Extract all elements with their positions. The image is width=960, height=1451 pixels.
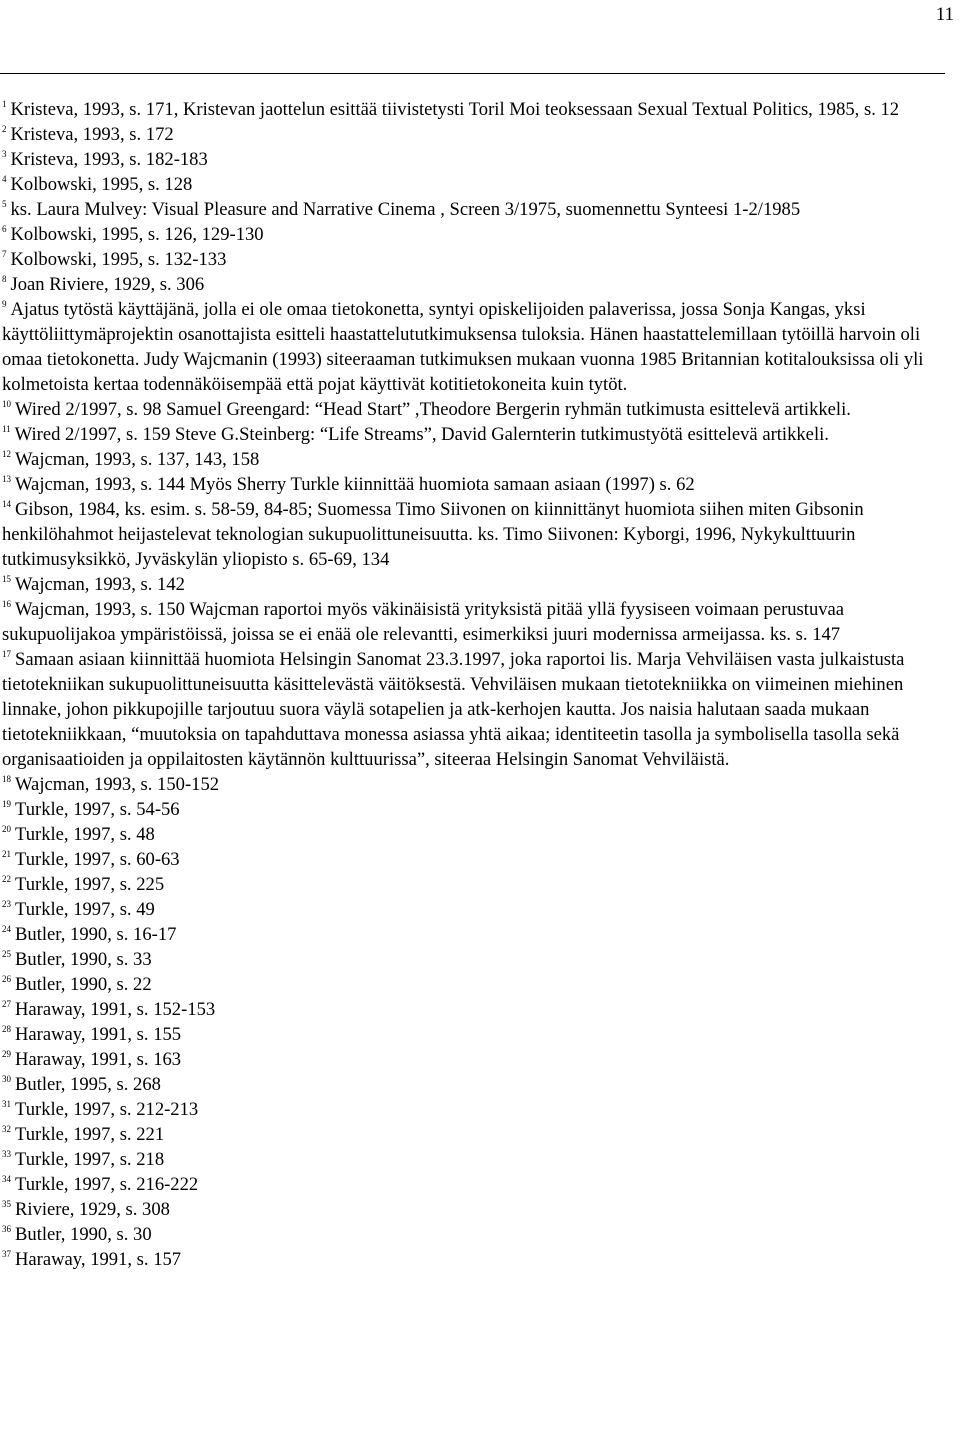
footnote-5 [2, 197, 948, 222]
footnote-text: Butler, 1990, s. 33 [15, 949, 152, 970]
footnote-3 [2, 147, 948, 172]
footnote-28 [2, 1022, 948, 1047]
footnote-number: 2 [2, 124, 7, 134]
footnote-number: 6 [2, 224, 7, 234]
footnote-number: 37 [2, 1249, 11, 1259]
footnote-number: 29 [2, 1049, 11, 1059]
footnote-4 [2, 172, 948, 197]
footnote-21 [2, 847, 948, 872]
footnote-37 [2, 1247, 948, 1272]
footnote-20 [2, 822, 948, 847]
footnote-number: 21 [2, 849, 11, 859]
footnote-35 [2, 1197, 948, 1222]
footnote-number: 13 [2, 474, 11, 484]
footnote-text: Wajcman, 1993, s. 150 Wajcman raportoi myös väkinäisistä yrityksistä pitää yllä fyysiseen voimaan perustuvaa sukupuolijakoa ympäristöissä, joissa se ei enää ole relevantti, esimerkiksi juuri modernissa armeijassa. ks. s. 147 [2, 599, 845, 645]
footnote-9 [2, 297, 948, 397]
footnote-number: 36 [2, 1224, 11, 1234]
footnote-text: Kolbowski, 1995, s. 128 [10, 174, 193, 195]
footnote-number: 12 [2, 449, 11, 459]
footnote-number: 30 [2, 1074, 11, 1084]
footnote-text: Turkle, 1997, s. 48 [15, 824, 155, 845]
footnote-text: Haraway, 1991, s. 152-153 [15, 999, 216, 1020]
footnote-number: 3 [2, 149, 7, 159]
footnote-number: 19 [2, 799, 11, 809]
footnote-number: 7 [2, 249, 7, 259]
footnote-33 [2, 1147, 948, 1172]
footnote-number: 20 [2, 824, 11, 834]
footnote-text: Joan Riviere, 1929, s. 306 [10, 274, 205, 295]
footnote-17 [2, 647, 948, 772]
footnote-text: Turkle, 1997, s. 218 [15, 1149, 165, 1170]
footnote-19 [2, 797, 948, 822]
footnote-text: Samaan asiaan kiinnittää huomiota Helsingin Sanomat 23.3.1997, joka raportoi lis. Marja Vehviläisen vasta julkaistusta tietotekniikan sukupuolittuneisuutta käsittelevästä väitöksestä. Vehviläisen mukaan tietotekniikka on viimeinen miehinen linnake, johon pikkupojille tarjoutuu suora väylä sotapelien ja atk-kerhojen kautta. Jos naisia halutaan saada mukaan tietotekniikkaan, “muutoksia on tapahduttava monessa asiassa yhtä aikaa; identiteetin tasolla ja symbolisella tasolla sekä organisaatioiden ja oppilaitosten käytännön kulttuurissa”, siteeraa Helsingin Sanomat Vehviläistä. [2, 649, 905, 770]
footnote-number: 15 [2, 574, 11, 584]
footnote-number: 31 [2, 1099, 11, 1109]
footnote-number: 10 [2, 399, 11, 409]
footnote-text: Kolbowski, 1995, s. 132-133 [10, 249, 227, 270]
footnote-number: 28 [2, 1024, 11, 1034]
footnote-11 [2, 422, 948, 447]
footnote-text: Turkle, 1997, s. 216-222 [15, 1174, 199, 1195]
footnote-30 [2, 1072, 948, 1097]
footnote-7 [2, 247, 948, 272]
footnote-number: 14 [2, 499, 11, 509]
footnote-number: 27 [2, 999, 11, 1009]
footnote-16 [2, 597, 948, 647]
footnote-text: Haraway, 1991, s. 155 [15, 1024, 182, 1045]
footnote-29 [2, 1047, 948, 1072]
footnote-text: Turkle, 1997, s. 49 [15, 899, 155, 920]
footnote-list [2, 97, 948, 1272]
footnote-31 [2, 1097, 948, 1122]
footnote-text: Wired 2/1997, s. 159 Steve G.Steinberg: “Life Streams”, David Galernterin tutkimustyötä esittelevä artikkeli. [14, 424, 829, 445]
footnote-text: Kristeva, 1993, s. 171, Kristevan jaottelun esittää tiivistetysti Toril Moi teoksessaan Sexual Textual Politics, 1985, s. 12 [10, 99, 900, 120]
footnote-number: 4 [2, 174, 7, 184]
footnote-text: Turkle, 1997, s. 212-213 [15, 1099, 199, 1120]
footnote-8 [2, 272, 948, 297]
footnote-26 [2, 972, 948, 997]
footnote-text: ks. Laura Mulvey: Visual Pleasure and Narrative Cinema , Screen 3/1975, suomennettu Synteesi 1-2/1985 [10, 199, 801, 220]
footnote-text: Butler, 1995, s. 268 [15, 1074, 161, 1095]
footnote-text: Turkle, 1997, s. 54-56 [15, 799, 180, 820]
footnote-number: 35 [2, 1199, 11, 1209]
footnote-text: Wajcman, 1993, s. 150-152 [15, 774, 220, 795]
footnote-text: Kristeva, 1993, s. 182-183 [10, 149, 208, 170]
footnote-number: 33 [2, 1149, 11, 1159]
footnote-text: Butler, 1990, s. 30 [15, 1224, 152, 1245]
footnote-15 [2, 572, 948, 597]
footnote-number: 9 [2, 299, 7, 309]
footnote-text: Ajatus tytöstä käyttäjänä, jolla ei ole omaa tietokonetta, syntyi opiskelijoiden palaverissa, jossa Sonja Kangas, yksi käyttöliittymäprojektin osanottajista esitteli haastattelututkimuksensa tuloksia. Hänen haastattelemillaan tytöillä harvoin oli omaa tietokonetta. Judy Wajcmanin (1993) siteeraaman tutkimuksen mukaan vuonna 1985 Britannian kotitalouksissa oli yli kolmetoista kertaa todennäköisempää että pojat käyttivät kotitietokoneita kuin tytöt. [2, 299, 924, 395]
footnote-number: 5 [2, 199, 7, 209]
footnote-text: Turkle, 1997, s. 60-63 [15, 849, 180, 870]
footnote-text: Butler, 1990, s. 16-17 [15, 924, 177, 945]
footnote-number: 16 [2, 599, 11, 609]
footnote-14 [2, 497, 948, 572]
footnote-text: Wajcman, 1993, s. 142 [15, 574, 185, 595]
footnote-text: Wajcman, 1993, s. 144 Myös Sherry Turkle kiinnittää huomiota samaan asiaan (1997) s. 62 [15, 474, 695, 495]
footnote-text: Wajcman, 1993, s. 137, 143, 158 [15, 449, 260, 470]
footnote-2 [2, 122, 948, 147]
footnote-number: 11 [2, 424, 11, 434]
footnote-24 [2, 922, 948, 947]
footnote-text: Haraway, 1991, s. 163 [15, 1049, 182, 1070]
footnote-text: Gibson, 1984, ks. esim. s. 58-59, 84-85; Suomessa Timo Siivonen on kiinnittänyt huomiota siihen miten Gibsonin henkilöhahmot heijastelevat teknologian sukupuolittuneisuutta. ks. Timo Siivonen: Kyborgi, 1996, Nykykulttuurin tutkimusyksikkö, Jyväskylän yliopisto s. 65-69, 134 [2, 499, 864, 570]
footnote-number: 22 [2, 874, 11, 884]
footnote-36 [2, 1222, 948, 1247]
footnote-number: 8 [2, 274, 7, 284]
footnote-separator [0, 73, 945, 74]
footnote-25 [2, 947, 948, 972]
footnote-number: 34 [2, 1174, 11, 1184]
footnote-6 [2, 222, 948, 247]
footnote-number: 25 [2, 949, 11, 959]
footnote-number: 23 [2, 899, 11, 909]
footnote-text: Kolbowski, 1995, s. 126, 129-130 [10, 224, 264, 245]
footnote-text: Wired 2/1997, s. 98 Samuel Greengard: “Head Start” ,Theodore Bergerin ryhmän tutkimusta esittelevä artikkeli. [15, 399, 851, 420]
footnote-12 [2, 447, 948, 472]
footnote-text: Haraway, 1991, s. 157 [15, 1249, 182, 1270]
footnote-number: 24 [2, 924, 11, 934]
footnote-32 [2, 1122, 948, 1147]
footnote-number: 18 [2, 774, 11, 784]
footnote-number: 26 [2, 974, 11, 984]
footnote-1 [2, 97, 948, 122]
footnote-18 [2, 772, 948, 797]
footnote-number: 1 [2, 99, 7, 109]
footnote-27 [2, 997, 948, 1022]
footnote-10 [2, 397, 948, 422]
footnote-number: 17 [2, 649, 11, 659]
footnote-text: Butler, 1990, s. 22 [15, 974, 152, 995]
footnote-13 [2, 472, 948, 497]
footnote-text: Kristeva, 1993, s. 172 [10, 124, 174, 145]
footnote-text: Riviere, 1929, s. 308 [15, 1199, 170, 1220]
footnote-number: 32 [2, 1124, 11, 1134]
footnote-text: Turkle, 1997, s. 221 [15, 1124, 165, 1145]
footnote-22 [2, 872, 948, 897]
footnote-text: Turkle, 1997, s. 225 [15, 874, 165, 895]
page-number: 11 [935, 4, 954, 25]
footnote-34 [2, 1172, 948, 1197]
footnote-23 [2, 897, 948, 922]
